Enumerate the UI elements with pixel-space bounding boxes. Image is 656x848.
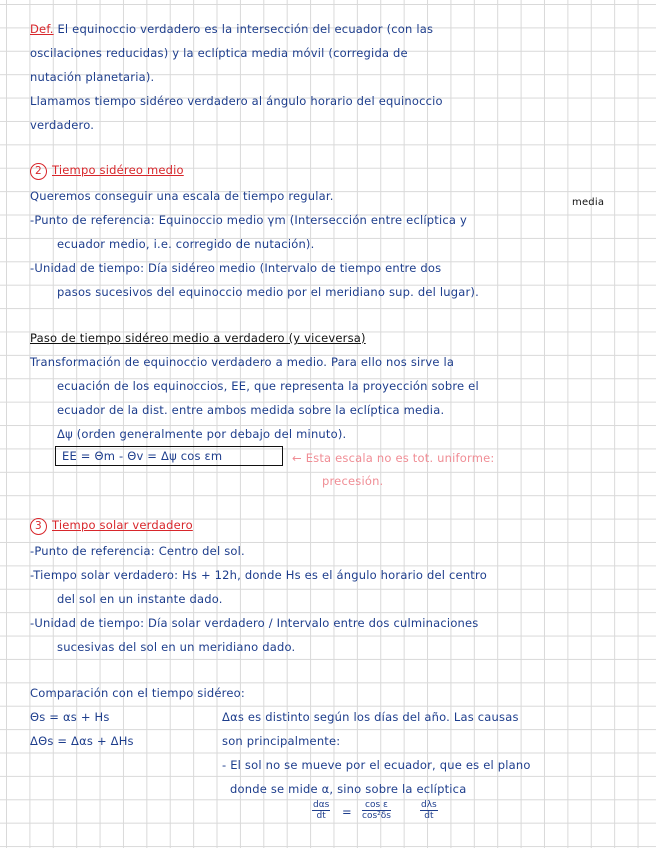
uniformity-note-1: ← Esta escala no es tot. uniforme:	[292, 451, 495, 465]
causes-line-2: son principalmente:	[222, 734, 341, 748]
solar-tsv-2: del sol en un instante dado.	[57, 592, 223, 606]
section-2-title: Tiempo sidéreo medio	[52, 163, 184, 177]
comparison-label: Comparación con el tiempo sidéreo:	[30, 686, 245, 700]
section-3-title: Tiempo solar verdadero	[52, 518, 193, 532]
definition-line-4: Llamamos tiempo sidéreo verdadero al ángulo horario del equinoccio	[30, 94, 443, 108]
section-3-heading	[30, 518, 193, 535]
equation-2: ΔΘs = Δαs + ΔHs	[30, 734, 134, 748]
solar-ref: -Punto de referencia: Centro del sol.	[30, 544, 245, 558]
solar-unit-1: -Unidad de tiempo: Día solar verdadero / Intervalo entre dos culminaciones	[30, 616, 479, 630]
conversion-line-2: ecuación de los equinoccios, EE, que representa la proyección sobre el	[57, 379, 479, 393]
fraction-1-numerator: dαs	[313, 800, 330, 810]
uniformity-note-2: precesión.	[322, 474, 384, 488]
def-text-1: El equinoccio verdadero es la intersección del ecuador (con las	[57, 22, 434, 36]
equation-1: Θs = αs + Hs	[30, 710, 110, 724]
section-number-3: 3	[30, 518, 47, 535]
causes-line-3: - El sol no se mueve por el ecuador, que es el plano	[222, 758, 531, 772]
def-label: Def.	[30, 22, 54, 36]
formula-text: EE = Θm - Θv = Δψ cos εm	[62, 449, 223, 463]
causes-line-1: Δαs es distinto según los días del año. Las causas	[222, 710, 519, 724]
section-2-intro: Queremos conseguir una escala de tiempo regular.	[30, 189, 334, 203]
conversion-line-1: Transformación de equinoccio verdadero a medio. Para ello nos sirve la	[30, 355, 455, 369]
fraction-2-numerator: cos ε	[362, 800, 391, 811]
conversion-line-3: ecuador de la dist. entre ambos medida sobre la eclíptica media.	[57, 403, 445, 417]
section-number-2: 2	[30, 163, 47, 180]
section-2-heading	[30, 163, 184, 180]
equals-sign: =	[342, 805, 352, 819]
fraction-dalpha-dt	[312, 800, 330, 821]
fraction-cos	[362, 800, 391, 821]
fraction-2-denominator: cos²δs	[362, 811, 391, 821]
definition-line-1	[30, 22, 433, 36]
section-2-ref-1: -Punto de referencia: Equinoccio medio γm (Intersección entre eclíptica y	[30, 213, 468, 227]
definition-line-3: nutación planetaria).	[30, 70, 155, 84]
section-2-unit-1: -Unidad de tiempo: Día sidéreo medio (Intervalo de tiempo entre dos	[30, 261, 442, 275]
conversion-line-4: Δψ (orden generalmente por debajo del minuto).	[57, 427, 347, 441]
fraction-3-denominator: dt	[424, 811, 434, 821]
definition-line-5: verdadero.	[30, 118, 95, 132]
definition-line-2: oscilaciones reducidas) y la eclíptica media móvil (corregida de	[30, 46, 408, 60]
conversion-heading: Paso de tiempo sidéreo medio a verdadero (y viceversa)	[30, 331, 366, 345]
media-note: media	[572, 197, 605, 208]
fraction-1-denominator: dt	[316, 811, 326, 821]
section-2-unit-2: pasos sucesivos del equinoccio medio por el meridiano sup. del lugar).	[57, 285, 479, 299]
solar-unit-2: sucesivas del sol en un meridiano dado.	[57, 640, 296, 654]
fraction-3-numerator: dλs	[421, 800, 437, 810]
section-2-ref-2: ecuador medio, i.e. corregido de nutación).	[57, 237, 315, 251]
solar-tsv-1: -Tiempo solar verdadero: Hs + 12h, donde Hs es el ángulo horario del centro	[30, 568, 487, 582]
fraction-dlambda-dt	[420, 800, 438, 821]
causes-line-4: donde se mide α, sino sobre la eclíptica	[230, 782, 467, 796]
